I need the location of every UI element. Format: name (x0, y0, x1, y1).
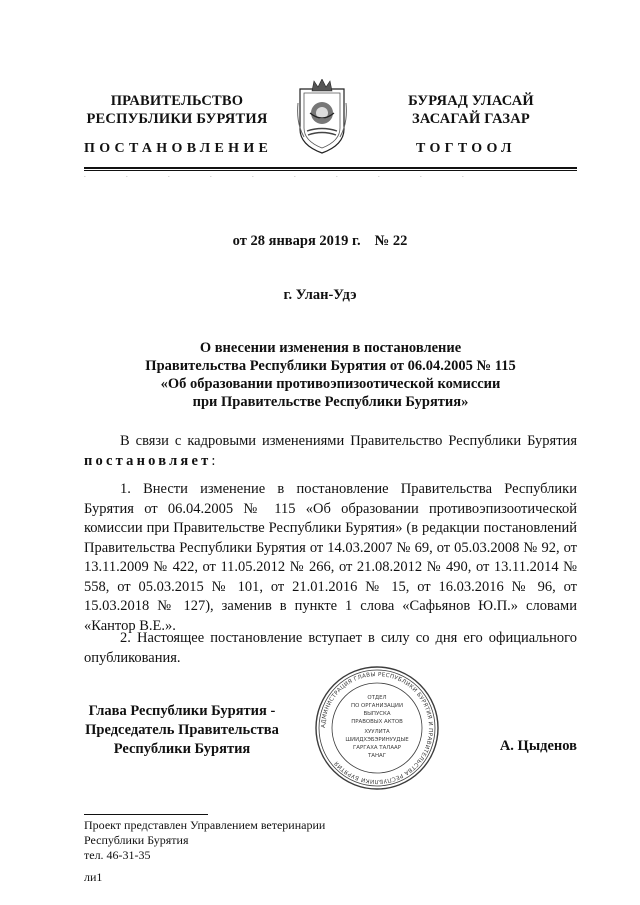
decree-title-line2: Правительства Республики Бурятия от 06.04.2005 № 115 (145, 358, 516, 374)
stamp-outer-text: АДМИНИСТРАЦИЯ ГЛАВЫ РЕСПУБЛИКИ БУРЯТИЯ И ПРАВИТЕЛЬСТВА РЕСПУБЛИКИ БУРЯТИЯ (320, 671, 434, 785)
resolves-colon: : (211, 452, 216, 469)
decree-number: № 22 (374, 233, 408, 249)
decree-title-line1: О внесении изменения в постановление (199, 340, 462, 356)
decree-date-line (0, 233, 640, 250)
decree-city: г. Улан-Удэ (283, 287, 357, 303)
decree-type-buryat: ТОГТООЛ (416, 141, 516, 156)
signatory-name: А. Цыденов (499, 738, 577, 754)
footnote-phone: тел. 46-31-35 (84, 848, 151, 862)
government-name-buryat (382, 92, 560, 128)
signatory-title (84, 702, 280, 759)
decree-title-line3: «Об образовании противоэпизоотической комиссии (160, 376, 501, 392)
stamp-inner-line4: ПРАВОВЫХ АКТОВ (351, 719, 403, 725)
footnote (84, 818, 444, 885)
footnote-rule (84, 814, 208, 815)
government-name-buryat-line1: БУРЯАД УЛАСАЙ (408, 93, 534, 109)
signatory-title-line1: Глава Республики Бурятия - (88, 703, 276, 719)
government-name-ru-line1: ПРАВИТЕЛЬСТВО (110, 93, 244, 109)
document-code: ли1 (84, 870, 103, 884)
stamp-inner-line2: ПО ОРГАНИЗАЦИИ (351, 703, 403, 709)
stamp-inner-line6: ШИИДХЭБЭРИНУУДЫЕ (345, 737, 409, 743)
footnote-line2: Республики Бурятия (84, 833, 189, 847)
preamble-paragraph (84, 432, 577, 471)
buryatia-coat-of-arms-icon (296, 79, 348, 157)
item-2-paragraph: 2. Настоящее постановление вступает в силу со дня его официального опубликования. (84, 630, 577, 666)
stamp-inner-line7: ГАРГАХА ТАЛААР (353, 745, 401, 751)
decree-type-ru: ПОСТАНОВЛЕНИЕ (84, 141, 273, 156)
decree-title-line4: при Правительстве Республики Бурятия» (192, 394, 469, 410)
government-name-ru (84, 92, 270, 128)
signatory-title-line2: Председатель Правительства (85, 722, 279, 738)
decree-title (84, 339, 577, 411)
official-stamp (314, 665, 440, 791)
decree-date: от 28 января 2019 г. (232, 233, 361, 249)
stamp-inner-line1: ОТДЕЛ (367, 695, 387, 701)
government-name-ru-line2: РЕСПУБЛИКИ БУРЯТИЯ (86, 111, 268, 127)
government-name-buryat-line2: ЗАСАГАЙ ГАЗАР (412, 111, 530, 127)
footnote-line1: Проект представлен Управлением ветеринарии (84, 818, 326, 832)
resolves-word: постановляет (84, 452, 212, 469)
dotted-line: . . . . . . . . . . (84, 171, 464, 179)
svg-text:АДМИНИСТРАЦИЯ ГЛАВЫ РЕСПУБЛИКИ (321, 672, 433, 784)
stamp-inner-line3: ВЫПУСКА (363, 711, 391, 717)
stamp-inner-line8: ТАНАГ (367, 753, 387, 759)
header-rule (84, 167, 577, 169)
item-1-paragraph: 1. Внести изменение в постановление Правительства Республики Бурятия от 06.04.2005 № 115 «Об образовании противоэпизоотической комиссии при Правительстве Республики Бурятия» (в редакции постановлений Правительства Республики Бурятия от 14.03.2007 № 69, от 05.03.2008 № 92, от 13.11.2009 № 422, от 11.05.2012 № 266, от 21.08.2012 № 490, от 13.11.2014 № 558, от 05.03.2015 № 101, от 21.01.2016 № 15, от 16.03.2016 № 96, от 15.03.2018 № 127), заменив в пункте 1 слова «Сафьянов Ю.П.» словами «Кантор В.Е.». (84, 481, 577, 634)
preamble-text: В связи с кадровыми изменениями Правительство Республики Бурятия (120, 433, 577, 449)
signatory-title-line3: Республики Бурятия (113, 741, 251, 757)
stamp-inner-line5: ХУУЛИТА (364, 729, 390, 735)
